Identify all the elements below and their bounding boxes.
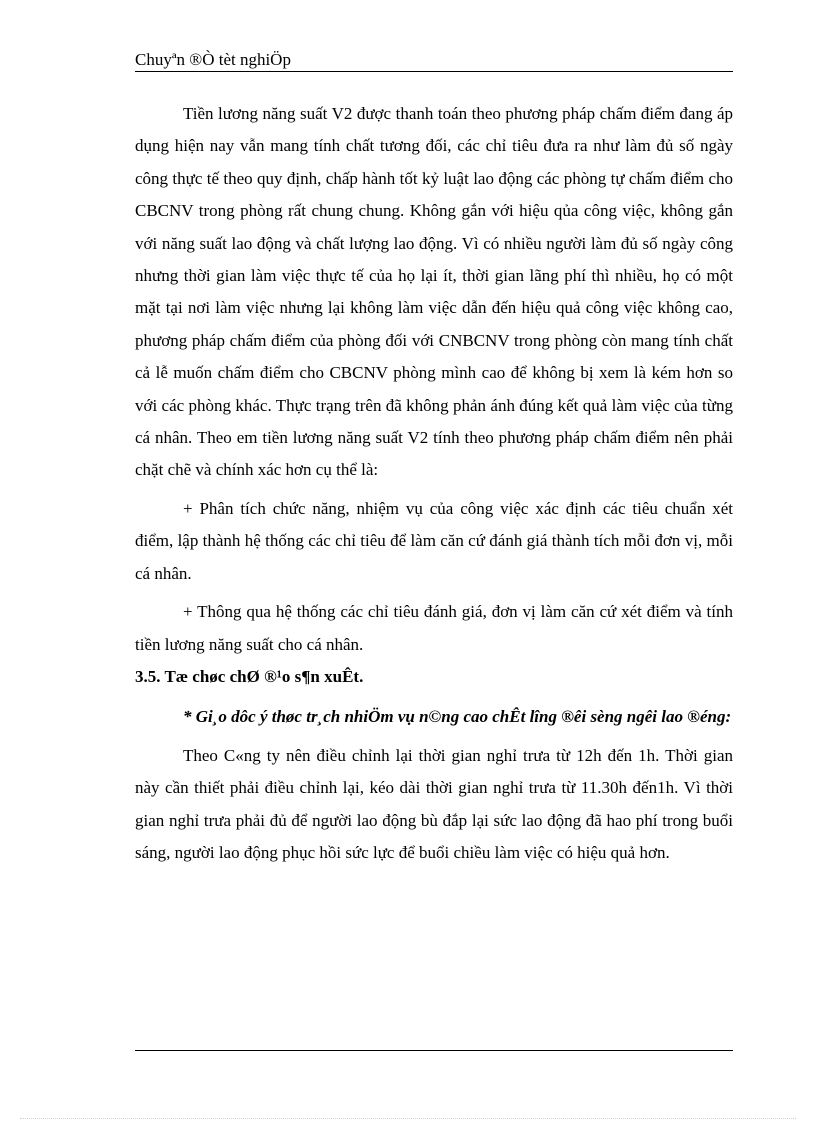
subsection-heading: * Gi¸o dôc ý thøc tr¸ch nhiÖm vụ n©ng cao chÊt lîng ®êi sèng ngêi lao ®éng:	[183, 707, 732, 727]
paragraph-evaluation-step: + Thông qua hệ thống các chỉ tiêu đánh giá, đơn vị làm căn cứ xét điểm và tính tiền lương năng suất cho cá nhân.	[135, 602, 733, 654]
section-heading: 3.5. Tæ chøc chØ ®¹o s¶n xuÊt.	[135, 666, 364, 686]
paragraph-analysis-step: + Phân tích chức năng, nhiệm vụ của công việc xác định các tiêu chuẩn xét điểm, lập thành hệ thống các chỉ tiêu để làm căn cứ đánh giá thành tích mỗi đơn vị, mỗi cá nhân.	[135, 498, 733, 583]
page-header: Chuyªn ®Ò tèt nghiÖp	[135, 50, 733, 72]
paragraph-salary-evaluation: Tiền lương năng suất V2 được thanh toán theo phương pháp chấm điểm đang áp dụng hiện nay vẫn mang tính chất tương đối, các chỉ tiêu đưa ra như làm đủ số ngày công thực tế theo quy định, chấp hành tốt kỷ luật lao động các phòng tự chấm điểm cho CBCNV trong phòng rất chung chung. Không gắn với hiệu qủa công việc, không gắn với năng suất lao động và chất lượng lao động. Vì có nhiều người làm đủ số ngày công nhưng thời gian làm việc thực tế của họ lại ít, thời gian lãng phí thì nhiều, họ có một mặt tại nơi làm việc nhưng lại không làm việc dẫn đến hiệu quả công việc không cao, phương pháp chấm điểm của phòng đối với CNBCNV trong phòng còn mang tính chất cả lễ muốn chấm điểm cho CBCNV phòng mình cao để không bị xem là kém hơn so với các phòng khác. Thực trạng trên đã không phản ánh đúng kết quả làm việc của từng cá nhân. Theo em tiền lương năng suất V2 tính theo phương pháp chấm điểm nên phải chặt chẽ và chính xác hơn cụ thể là:	[135, 104, 733, 480]
footer-divider	[135, 1050, 733, 1051]
paragraph-lunch-break: Theo C«ng ty nên điều chỉnh lại thời gian nghỉ trưa từ 12h đến 1h. Thời gian này cần thiết phải điều chỉnh lại, kéo dài thời gian nghỉ trưa từ 11.30h đến1h. Vì thời gian nghỉ trưa phải đủ để người lao động bù đắp lại sức lao động đã hao phí trong buổi sáng, người lao động phục hồi sức lực để buổi chiều làm việc có hiệu quả hơn.	[135, 745, 733, 862]
page-edge-dotted-line	[20, 1118, 796, 1119]
document-body	[135, 98, 733, 869]
